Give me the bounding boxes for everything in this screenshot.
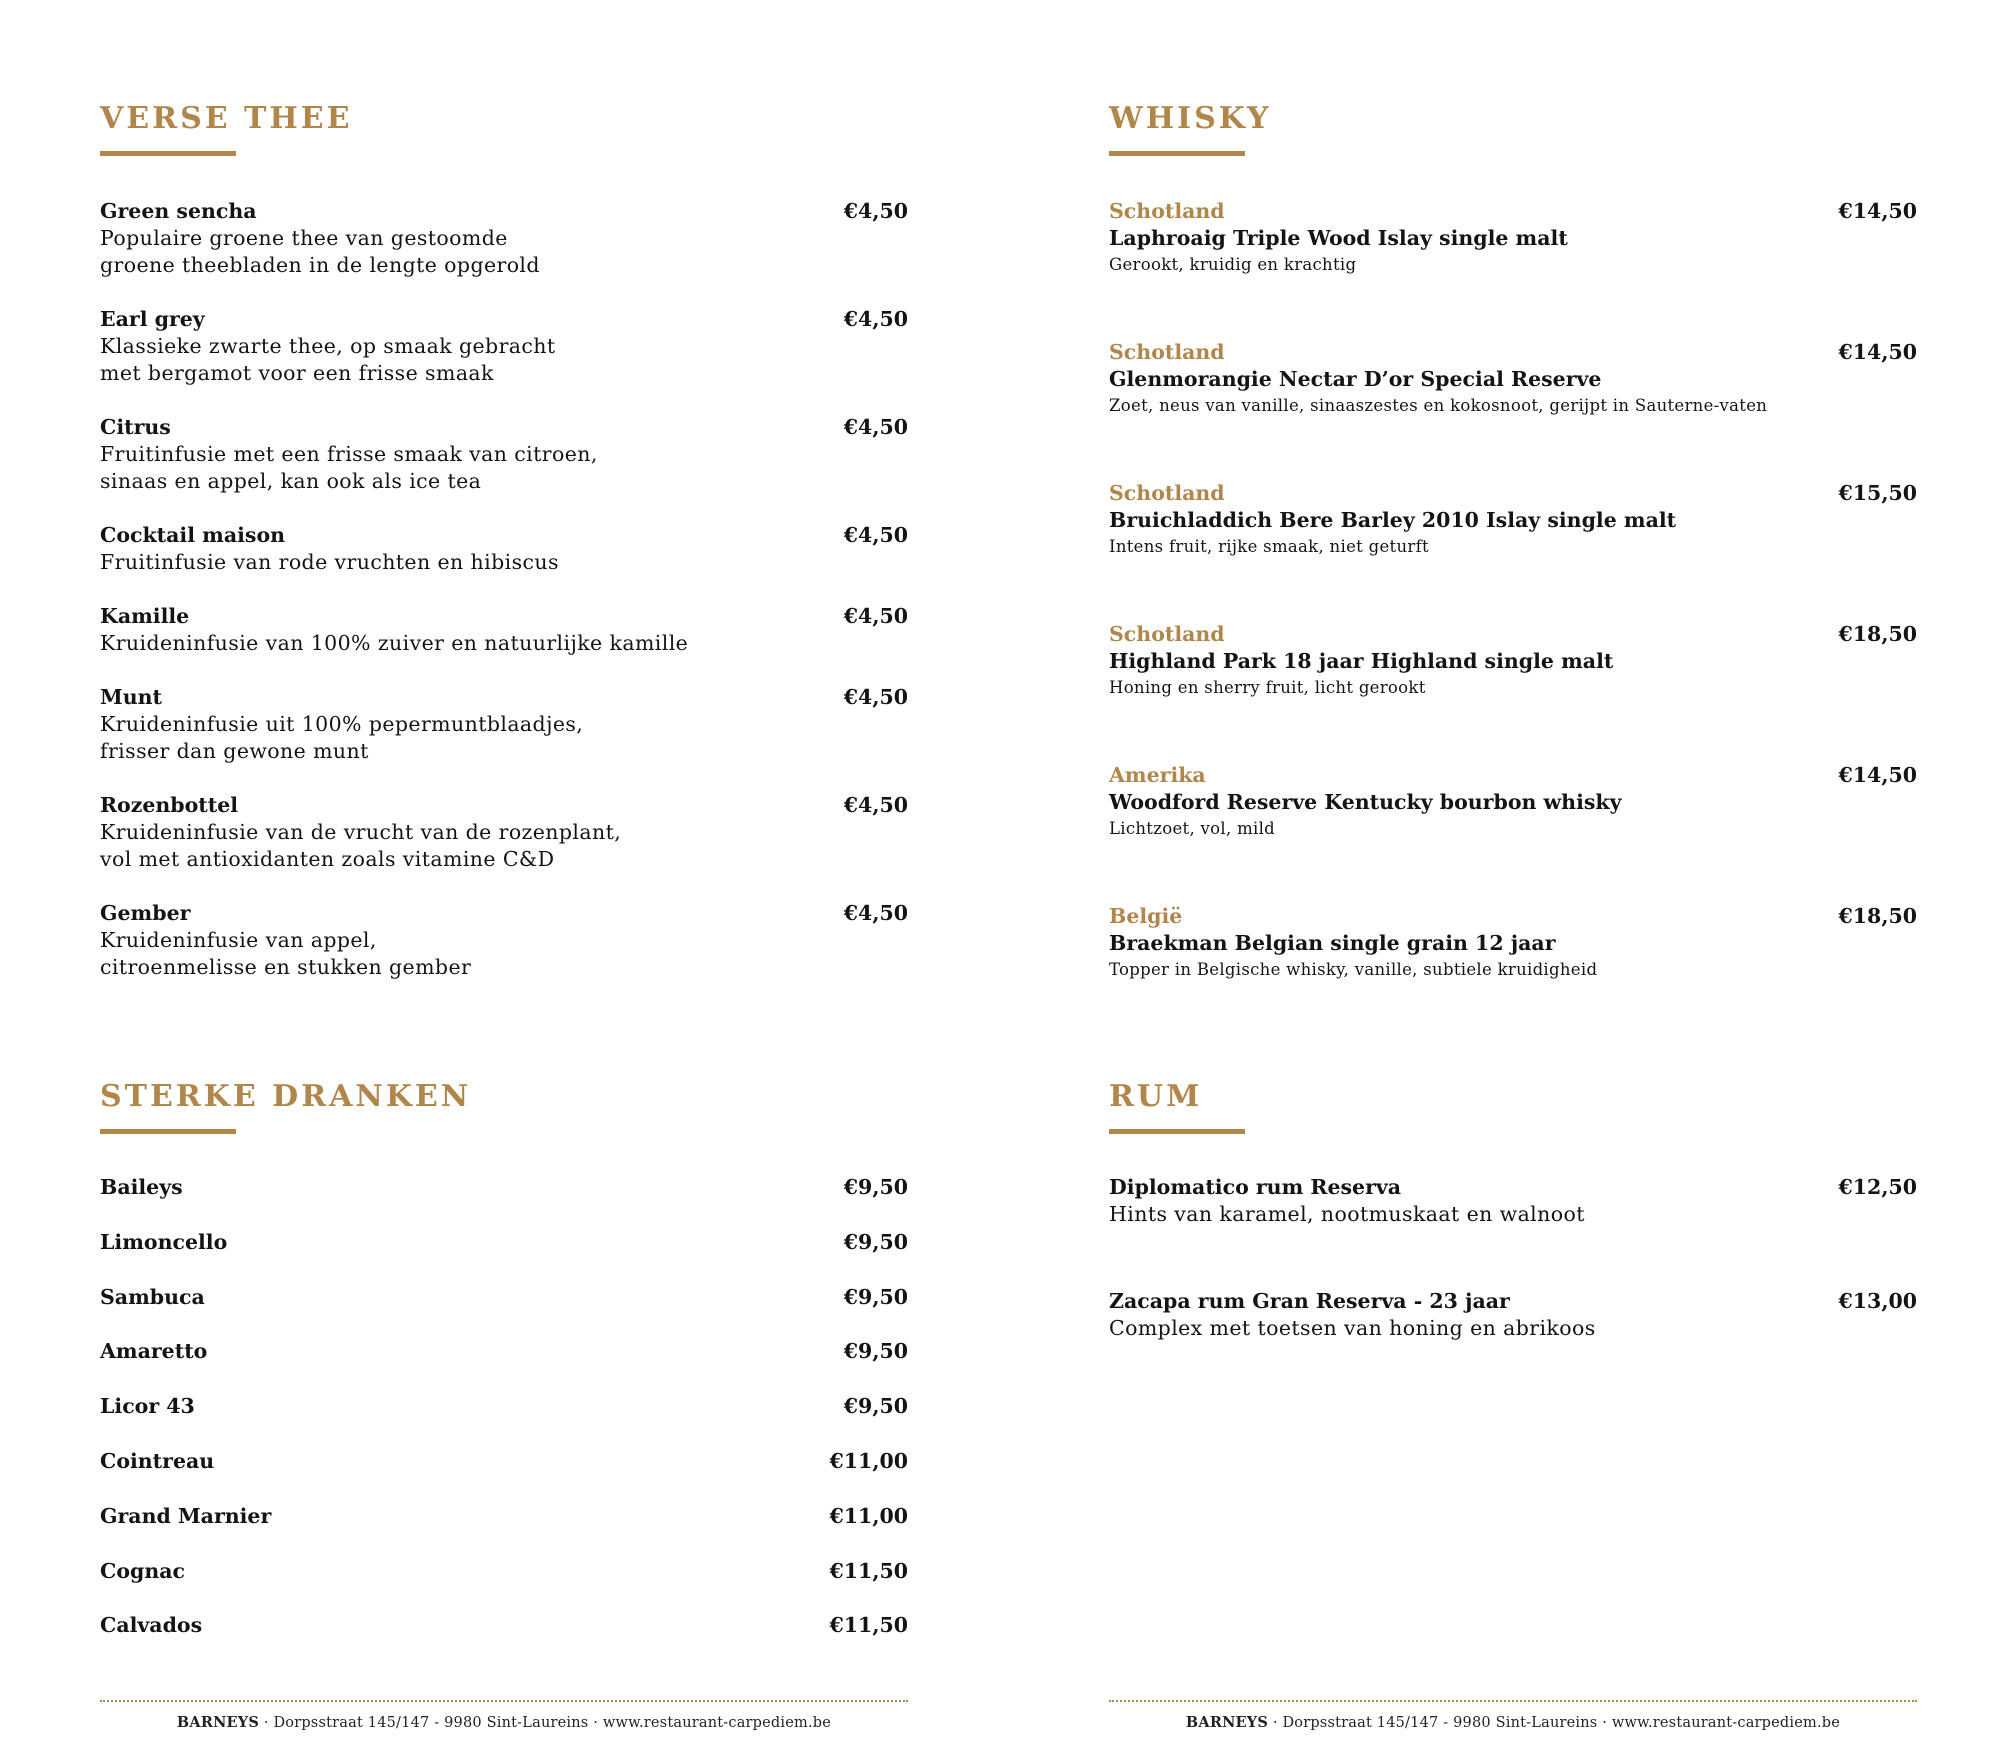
menu-item — [100, 603, 908, 657]
item-description: met bergamot voor een frisse smaak — [100, 361, 494, 385]
item-description: Fruitinfusie met een frisse smaak van citroen, — [100, 442, 598, 466]
title-underline — [100, 1129, 236, 1134]
whisky-item — [1109, 339, 1917, 417]
item-name: Zacapa rum Gran Reserva - 23 jaar — [1109, 1289, 1510, 1313]
item-name: Kamille — [100, 604, 190, 628]
menu-item — [100, 1229, 908, 1256]
menu-item — [100, 1448, 908, 1475]
whisky-item — [1109, 621, 1917, 699]
section-rum — [1109, 1079, 1917, 1340]
section-verse-thee — [100, 101, 908, 979]
footer-address — [100, 1714, 908, 1731]
item-price: €12,50 — [1838, 1175, 1917, 1199]
menu-item — [100, 1338, 908, 1365]
item-origin: België — [1109, 904, 1183, 928]
item-price: €9,50 — [843, 1175, 908, 1199]
item-description: Zoet, neus van vanille, sinaaszestes en kokosnoot, gerijpt in Sauterne-vaten — [1109, 396, 1768, 415]
item-name: Cointreau — [100, 1449, 215, 1473]
item-description: Complex met toetsen van honing en abrikoos — [1109, 1316, 1596, 1340]
item-description: Honing en sherry fruit, licht gerookt — [1109, 678, 1426, 697]
item-name: Highland Park 18 jaar Highland single malt — [1109, 649, 1614, 673]
item-price: €13,00 — [1838, 1289, 1917, 1313]
item-description: Kruideninfusie uit 100% pepermuntblaadjes, — [100, 712, 584, 736]
item-name: Amaretto — [100, 1339, 208, 1364]
item-name: Rozenbottel — [100, 793, 239, 817]
section-sterke-dranken — [100, 1079, 908, 1638]
item-price: €15,50 — [1838, 481, 1917, 505]
menu-item — [100, 1174, 908, 1201]
item-description: Kruideninfusie van appel, — [100, 928, 377, 952]
item-origin: Schotland — [1109, 481, 1225, 505]
item-description: Kruideninfusie van de vrucht van de rozenplant, — [100, 820, 622, 844]
item-price: €4,50 — [843, 685, 908, 709]
item-description: Gerookt, kruidig en krachtig — [1109, 255, 1357, 274]
footer-address — [1109, 1714, 1917, 1731]
menu-item — [100, 1612, 908, 1639]
title-underline — [1109, 151, 1245, 156]
item-name: Gember — [100, 901, 191, 925]
section-title: WHISKY — [1109, 101, 1272, 136]
item-name: Braekman Belgian single grain 12 jaar — [1109, 931, 1556, 955]
whisky-item — [1109, 480, 1917, 558]
item-name: Woodford Reserve Kentucky bourbon whisky — [1109, 790, 1622, 814]
menu-item — [100, 684, 908, 765]
item-origin: Schotland — [1109, 622, 1225, 646]
title-underline — [1109, 1129, 1245, 1134]
item-description: sinaas en appel, kan ook als ice tea — [100, 469, 482, 493]
whisky-item — [1109, 762, 1917, 840]
item-name: Cognac — [100, 1558, 185, 1583]
item-name: Earl grey — [100, 307, 205, 331]
item-description: Topper in Belgische whisky, vanille, subtiele kruidigheid — [1109, 960, 1598, 979]
menu-item — [1109, 1288, 1917, 1342]
item-price: €14,50 — [1838, 199, 1917, 223]
item-price: €4,50 — [843, 793, 908, 817]
menu-item — [100, 522, 908, 576]
item-name: Licor 43 — [100, 1394, 195, 1419]
menu-item — [100, 792, 908, 873]
item-name: Baileys — [100, 1175, 183, 1199]
item-price: €4,50 — [843, 523, 908, 547]
item-description: Lichtzoet, vol, mild — [1109, 819, 1276, 838]
footer-brand: BARNEYS — [1185, 1714, 1269, 1731]
item-price: €14,50 — [1838, 340, 1917, 364]
item-origin: Schotland — [1109, 199, 1225, 223]
footer-details: · Dorpsstraat 145/147 - 9980 Sint-Laureins · www.restaurant-carpediem.be — [259, 1715, 832, 1731]
footer-right — [1109, 1700, 1917, 1731]
item-price: €9,50 — [843, 1229, 908, 1254]
section-whisky — [1109, 101, 1917, 979]
footer-brand: BARNEYS — [176, 1714, 260, 1731]
menu-item — [100, 306, 908, 387]
title-underline — [100, 151, 236, 156]
item-name: Bruichladdich Bere Barley 2010 Islay single malt — [1109, 508, 1677, 532]
menu-item — [100, 198, 908, 279]
item-name: Grand Marnier — [100, 1503, 272, 1528]
menu-item — [100, 1284, 908, 1311]
item-price: €9,50 — [843, 1339, 908, 1364]
footer-left — [100, 1700, 908, 1731]
item-price: €11,00 — [829, 1449, 908, 1473]
item-name: Sambuca — [100, 1284, 205, 1309]
footer-divider — [100, 1700, 908, 1702]
item-price: €4,50 — [843, 415, 908, 439]
item-origin: Schotland — [1109, 340, 1225, 364]
item-name: Cocktail maison — [100, 523, 286, 547]
item-price: €4,50 — [843, 199, 908, 223]
item-description: citroenmelisse en stukken gember — [100, 955, 472, 979]
item-description: Intens fruit, rijke smaak, niet geturft — [1109, 537, 1429, 556]
footer-divider — [1109, 1700, 1917, 1702]
item-name: Limoncello — [100, 1229, 228, 1254]
whisky-item — [1109, 198, 1917, 276]
menu-item — [100, 414, 908, 495]
item-name: Calvados — [100, 1613, 203, 1638]
section-title: VERSE THEE — [100, 101, 353, 136]
menu-item — [100, 1558, 908, 1585]
item-description: Populaire groene thee van gestoomde — [100, 226, 508, 250]
menu-item — [100, 1503, 908, 1530]
item-price: €18,50 — [1838, 622, 1917, 646]
item-price: €9,50 — [843, 1394, 908, 1419]
section-title: STERKE DRANKEN — [100, 1079, 472, 1114]
menu-item — [100, 1393, 908, 1420]
item-price: €4,50 — [843, 604, 908, 628]
item-price: €11,50 — [829, 1558, 908, 1583]
item-price: €11,00 — [829, 1503, 908, 1528]
item-description: Hints van karamel, nootmuskaat en walnoot — [1109, 1202, 1585, 1226]
item-description: groene theebladen in de lengte opgerold — [100, 253, 540, 277]
item-price: €4,50 — [843, 901, 908, 925]
item-description: Klassieke zwarte thee, op smaak gebracht — [100, 334, 556, 358]
item-origin: Amerika — [1109, 763, 1206, 787]
item-description: vol met antioxidanten zoals vitamine C&D — [100, 847, 555, 871]
item-description: Fruitinfusie van rode vruchten en hibiscus — [100, 550, 559, 574]
item-price: €9,50 — [843, 1284, 908, 1309]
item-name: Laphroaig Triple Wood Islay single malt — [1109, 226, 1568, 250]
whisky-item — [1109, 903, 1917, 981]
menu-item — [100, 900, 908, 981]
item-description: frisser dan gewone munt — [100, 739, 369, 763]
item-name: Diplomatico rum Reserva — [1109, 1175, 1402, 1199]
section-title: RUM — [1109, 1079, 1203, 1114]
item-price: €14,50 — [1838, 763, 1917, 787]
footer-details: · Dorpsstraat 145/147 - 9980 Sint-Laureins · www.restaurant-carpediem.be — [1268, 1715, 1841, 1731]
item-price: €11,50 — [829, 1613, 908, 1638]
item-description: Kruideninfusie van 100% zuiver en natuurlijke kamille — [100, 631, 689, 655]
menu-item — [1109, 1174, 1917, 1228]
item-name: Green sencha — [100, 199, 257, 223]
item-name: Munt — [100, 685, 162, 709]
item-price: €4,50 — [843, 307, 908, 331]
item-name: Citrus — [100, 415, 171, 439]
item-price: €18,50 — [1838, 904, 1917, 928]
item-name: Glenmorangie Nectar D’or Special Reserve — [1109, 367, 1602, 391]
